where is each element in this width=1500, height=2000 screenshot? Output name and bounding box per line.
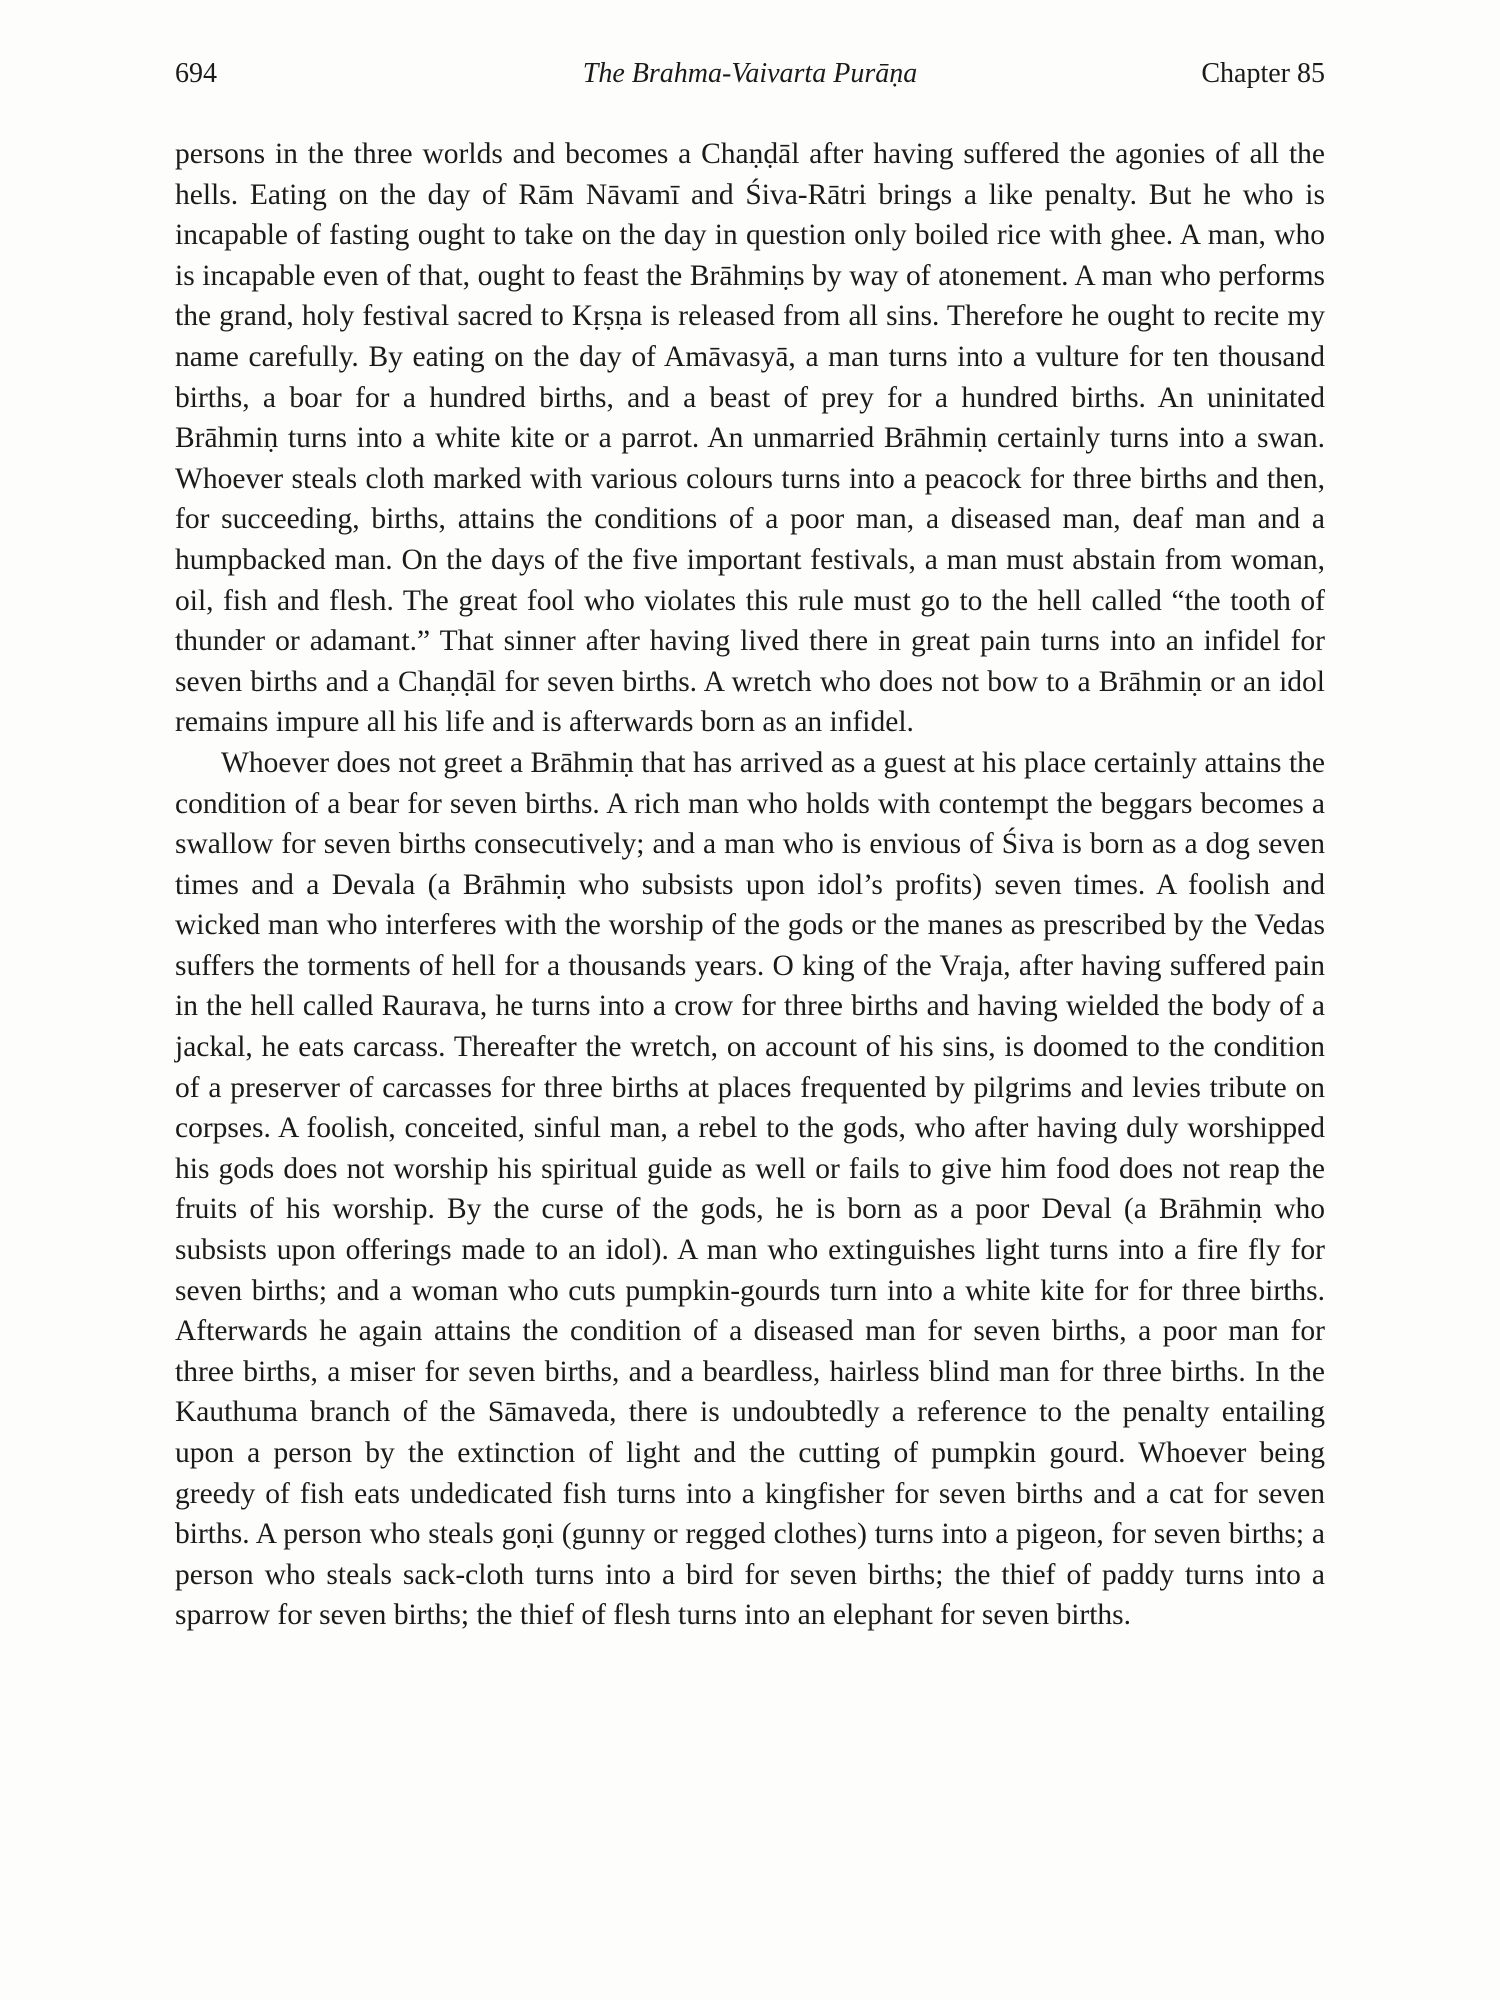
paragraph-continued: persons in the three worlds and becomes a Chaṇḍāl after having suffered the agonies of all the hells. Eating on the day of Rām Nāvamī and Śiva-Rātri brings a like penalty. But he who is incapable of fasting ought to take on the day in question only boiled rice with ghee. A man, who is incapable even of that, ought to feast the Brāhmiṇs by way of atonement. A man who performs the grand, holy festival sacred to Kṛṣṇa is released from all sins. Therefore he ought to recite my name carefully. By eating on the day of Amāvasyā, a man turns into a vulture for ten thousand births, a boar for a hundred births, and a beast of prey for a hundred births. An uninitated Brāhmiṇ turns into a white kite or a parrot. An unmarried Brāhmiṇ certainly turns into a swan. Whoever steals cloth marked with various colours turns into a peacock for three births and then, for succeeding, births, attains the conditions of a poor man, a diseased man, deaf man and a humpbacked man. On the days of the five important festivals, a man must abstain from woman, oil, fish and flesh. The great fool who violates this rule must go to the hell called “the tooth of thunder or adamant.” That sinner after having lived there in great pain turns into an infidel for seven births and a Chaṇḍāl for seven births. A wretch who does not bow to a Brāhmiṇ or an idol remains impure all his life and is afterwards born as an infidel. [175, 138, 1325, 739]
running-header [175, 58, 1325, 98]
body-text [175, 134, 1325, 1636]
book-title: The Brahma-Vaivarta Purāṇa [582, 58, 918, 89]
chapter-label: Chapter 85 [1201, 58, 1325, 89]
page-number: 694 [175, 58, 217, 89]
paragraph: Whoever does not greet a Brāhmiṇ that has arrived as a guest at his place certainly attains the condition of a bear for seven births. A rich man who holds with contempt the beggars becomes a swallow for seven births consecutively; and a man who is envious of Śiva is born as a dog seven times and a Devala (a Brāhmiṇ who subsists upon idol’s profits) seven times. A foolish and wicked man who interferes with the worship of the gods or the manes as prescribed by the Vedas suffers the torments of hell for a thousands years. O king of the Vraja, after having suffered pain in the hell called Raurava, he turns into a crow for three births and having wielded the body of a jackal, he eats carcass. Thereafter the wretch, on account of his sins, is doomed to the condition of a preserver of carcasses for three births at places frequented by pilgrims and levies tribute on corpses. A foolish, conceited, sinful man, a rebel to the gods, who after having duly worshipped his gods does not worship his spiritual guide as well or fails to give him food does not reap the fruits of his worship. By the curse of the gods, he is born as a poor Deval (a Brāhmiṇ who subsists upon offerings made to an idol). A man who extinguishes light turns into a fire fly for seven births; and a woman who cuts pumpkin-gourds turn into a white kite for for three births. Afterwards he again attains the condition of a diseased man for seven births, a poor man for three births, a miser for seven births, and a beardless, hairless blind man for three births. In the Kauthuma branch of the Sāmaveda, there is undoubtedly a reference to the penalty entailing upon a person by the extinction of light and the cutting of pumpkin gourd. Whoever being greedy of fish eats undedicated fish turns into a kingfisher for seven births and a cat for seven births. A person who steals goṇi (gunny or regged clothes) turns into a pigeon, for seven births; a person who steals sack-cloth turns into a bird for seven births; the thief of paddy turns into a sparrow for seven births; the thief of flesh turns into an elephant for seven births. [175, 746, 1325, 1632]
